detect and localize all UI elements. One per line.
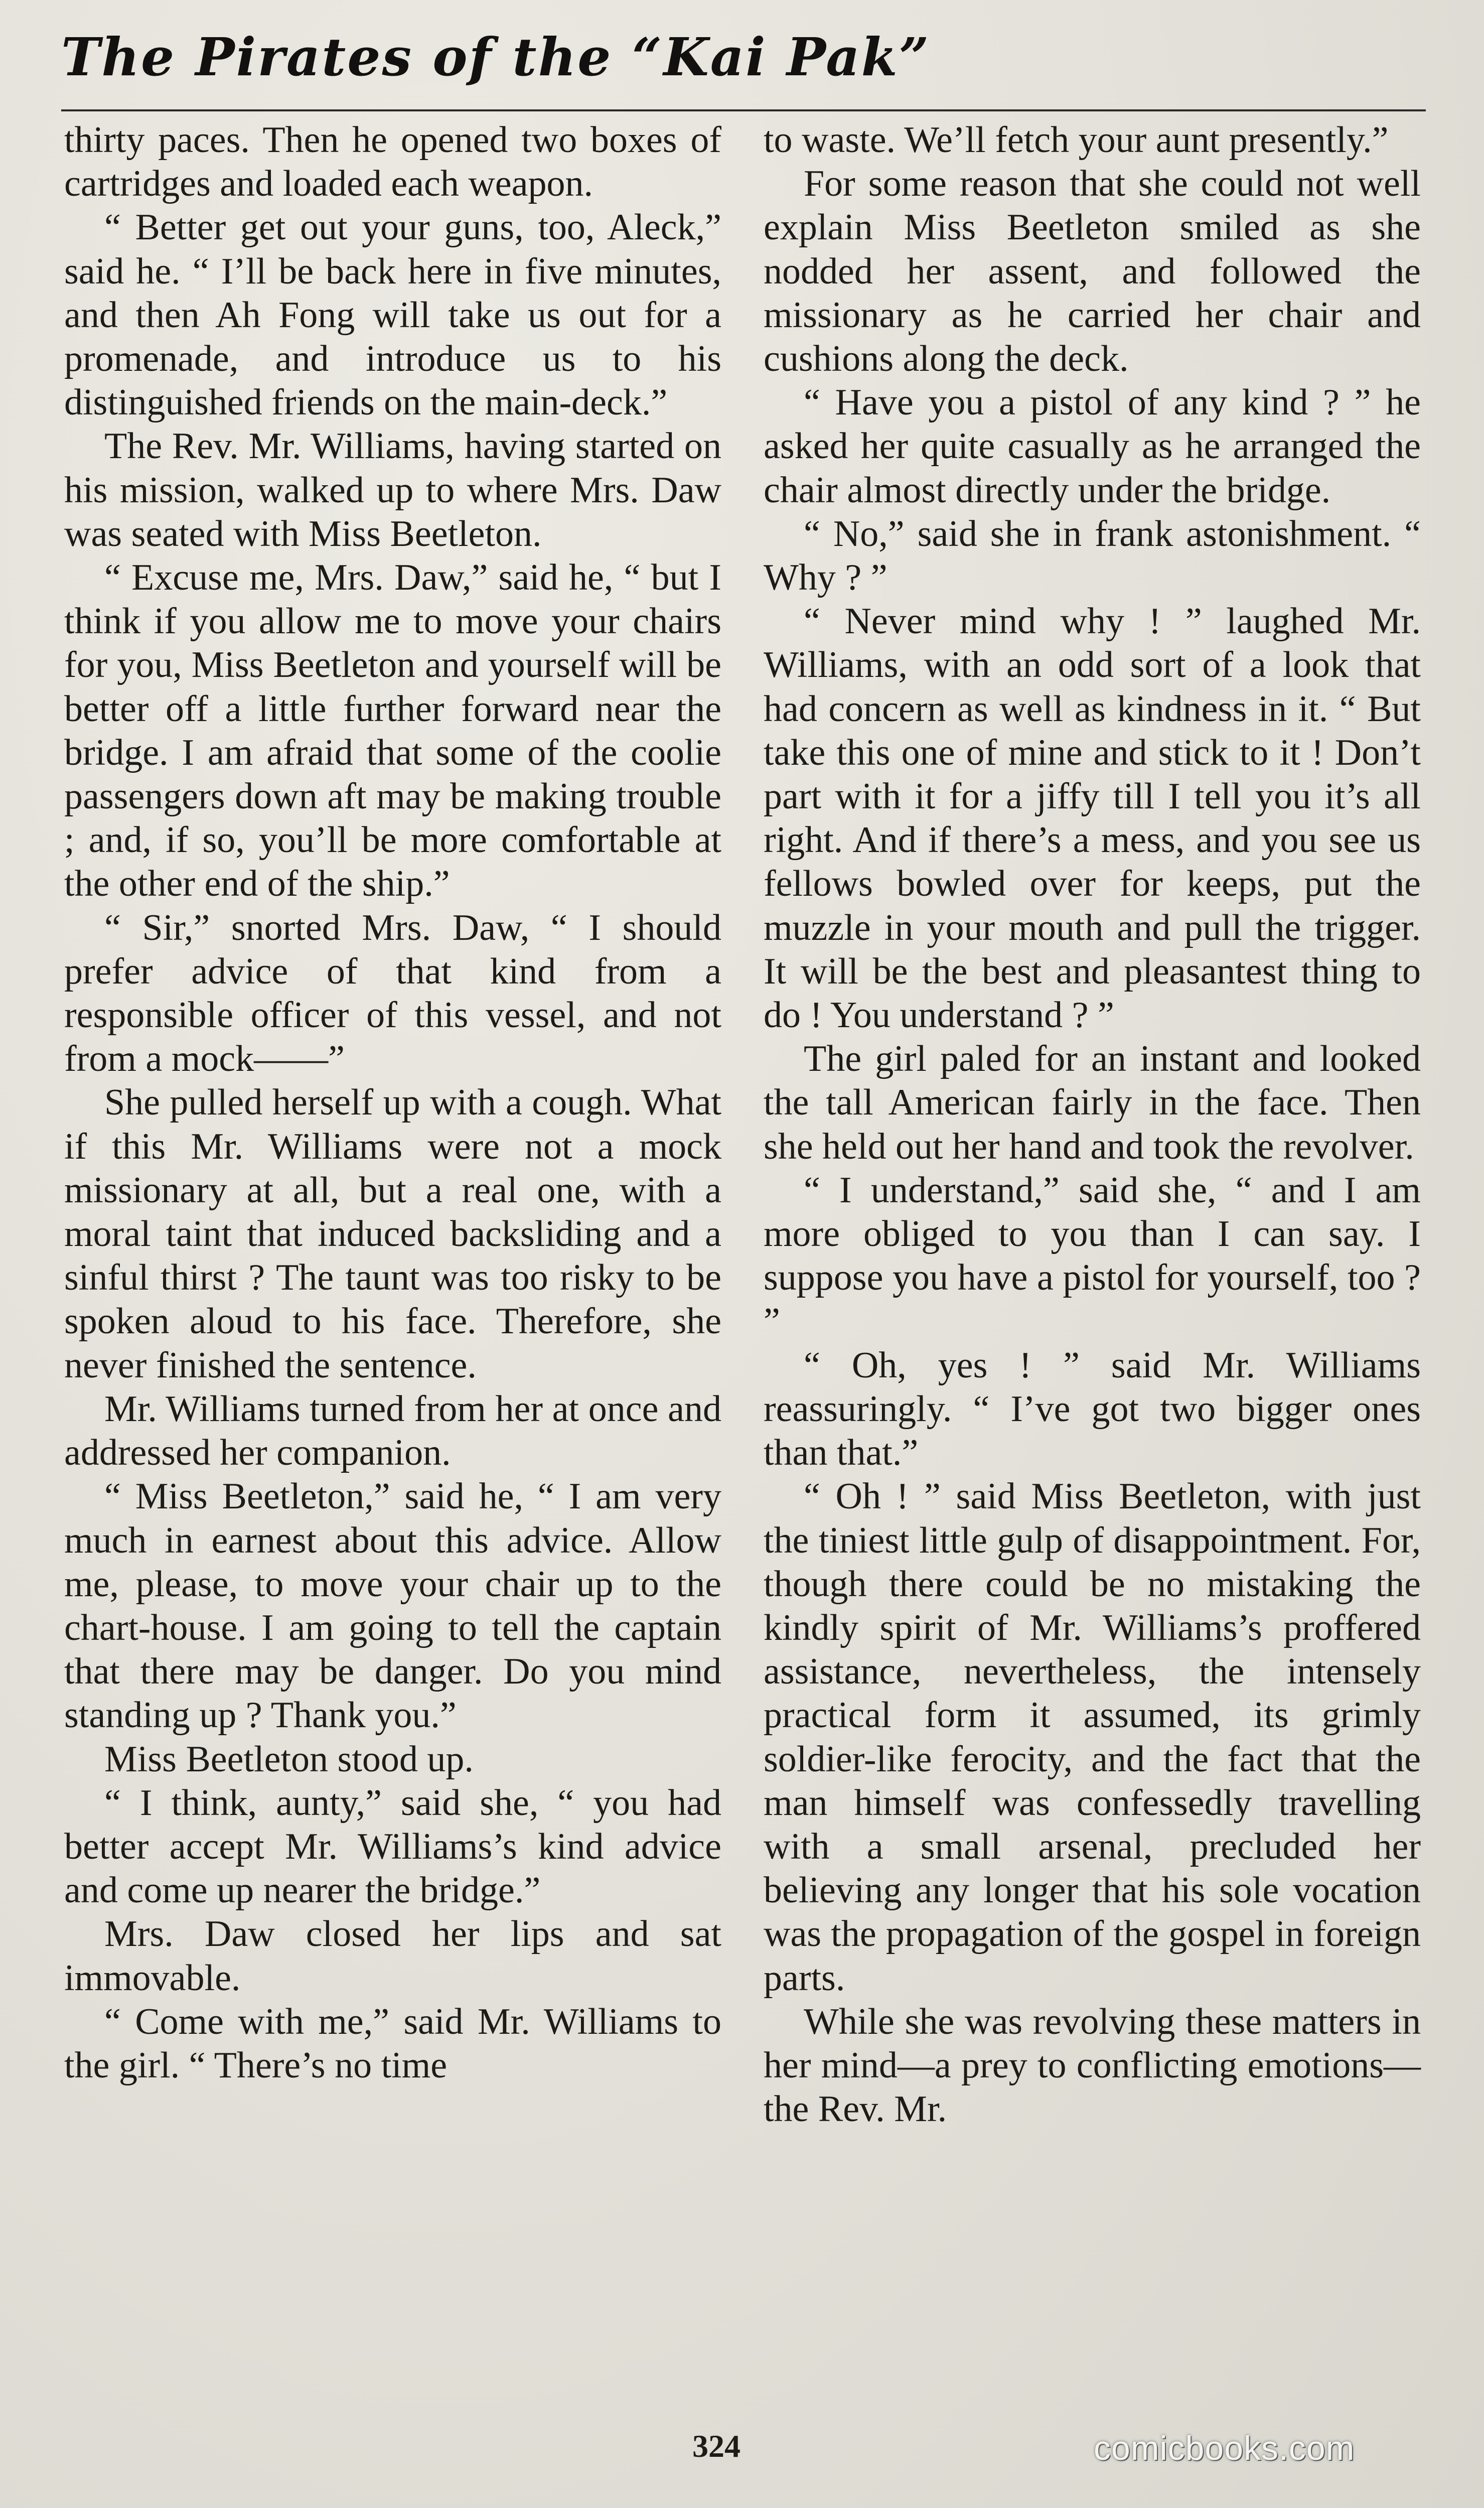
paragraph: thirty paces. Then he opened two boxes of cartridges and loaded each weapon. <box>64 119 721 205</box>
right-text-column <box>764 118 1421 2131</box>
paragraph: She pulled herself up with a cough. What if this Mr. Williams were not a mock missionary at all, but a real one, with a moral taint that induced backsliding and a sinful thirst ? The taunt was too risky to be spoken aloud to his face. Therefore, she never finished the sentence. <box>64 1082 721 1386</box>
paragraph: “ Better get out your guns, too, Aleck,” said he. “ I’ll be back here in five minutes, and then Ah Fong will take us out for a promenade, and introduce us to his distinguished friends on the main-deck.” <box>64 207 721 424</box>
page-title: The Pirates of the “Kai Pak” <box>61 26 931 88</box>
left-text-column <box>64 118 721 2087</box>
paragraph: The Rev. Mr. Williams, having started on his mission, walked up to where Mrs. Daw was seated with Miss Beetleton. <box>64 426 721 554</box>
paragraph: “ Come with me,” said Mr. Williams to the girl. “ There’s no time <box>64 2001 721 2086</box>
paragraph: “ I think, aunty,” said she, “ you had better accept Mr. Williams’s kind advice and come up nearer the bridge.” <box>64 1782 721 1911</box>
site-watermark: comicbooks.com <box>1094 2429 1355 2467</box>
paragraph: “ Oh, yes ! ” said Mr. Williams reassuringly. “ I’ve got two bigger ones than that.” <box>764 1344 1421 1474</box>
paragraph: “ Never mind why ! ” laughed Mr. Williams, with an odd sort of a look that had concern as well as kindness in it. “ But take this one of mine and stick to it ! Don’t part with it for a jiffy till I tell you it’s all right. And if there’s a mess, and you see us fellows bowled over for keeps, put the muzzle in your mouth and pull the trigger. It will be the best and pleasantest thing to do ! You understand ? ” <box>764 601 1421 1036</box>
paragraph: While she was revolving these matters in her mind—a prey to conflicting emotions—the Rev. Mr. <box>764 2001 1421 2130</box>
paragraph: “ Excuse me, Mrs. Daw,” said he, “ but I think if you allow me to move your chairs for you, Miss Beetleton and yourself will be better off a little further forward near the bridge. I am afraid that some of the coolie passengers down aft may be making trouble ; and, if so, you’ll be more comfortable at the other end of the ship.” <box>64 557 721 905</box>
paragraph: The girl paled for an instant and looked the tall American fairly in the face. Then she held out her hand and took the revolver. <box>764 1038 1421 1167</box>
paragraph: “ Miss Beetleton,” said he, “ I am very much in earnest about this advice. Allow me, please, to move your chair up to the chart-house. I am going to tell the captain that there may be danger. Do you mind standing up ? Thank you.” <box>64 1476 721 1736</box>
paragraph: Miss Beetleton stood up. <box>104 1738 474 1780</box>
paragraph: “ Sir,” snorted Mrs. Daw, “ I should prefer advice of that kind from a responsible officer of this vessel, and not from a mock——” <box>64 907 721 1080</box>
paragraph: For some reason that she could not well explain Miss Beetleton smiled as she nodded her assent, and followed the missionary as he carried her chair and cushions along the deck. <box>764 163 1421 380</box>
paragraph: Mr. Williams turned from her at once and addressed her companion. <box>64 1388 721 1474</box>
paragraph: “ Have you a pistol of any kind ? ” he asked her quite casually as he arranged the chair almost directly under the bridge. <box>764 382 1421 511</box>
title-rule <box>61 109 1426 111</box>
paragraph: “ I understand,” said she, “ and I am more obliged to you than I can say. I suppose you have a pistol for yourself, too ? ” <box>764 1169 1421 1342</box>
paragraph: “ No,” said she in frank astonishment. “ Why ? ” <box>764 513 1421 599</box>
paragraph: to waste. We’ll fetch your aunt presently.” <box>764 119 1389 161</box>
page-number: 324 <box>692 2428 740 2464</box>
paragraph: Mrs. Daw closed her lips and sat immovable. <box>64 1913 721 1999</box>
paragraph: “ Oh ! ” said Miss Beetleton, with just the tiniest little gulp of disappointment. For, though there could be no mistaking the kindly spirit of Mr. Williams’s proffered assistance, nevertheless, the intensely practical form it assumed, its grimly soldier-like ferocity, and the fact that the man himself was confessedly travelling with a small arsenal, precluded her believing any longer that his sole vocation was the propagation of the gospel in foreign parts. <box>764 1476 1421 1999</box>
